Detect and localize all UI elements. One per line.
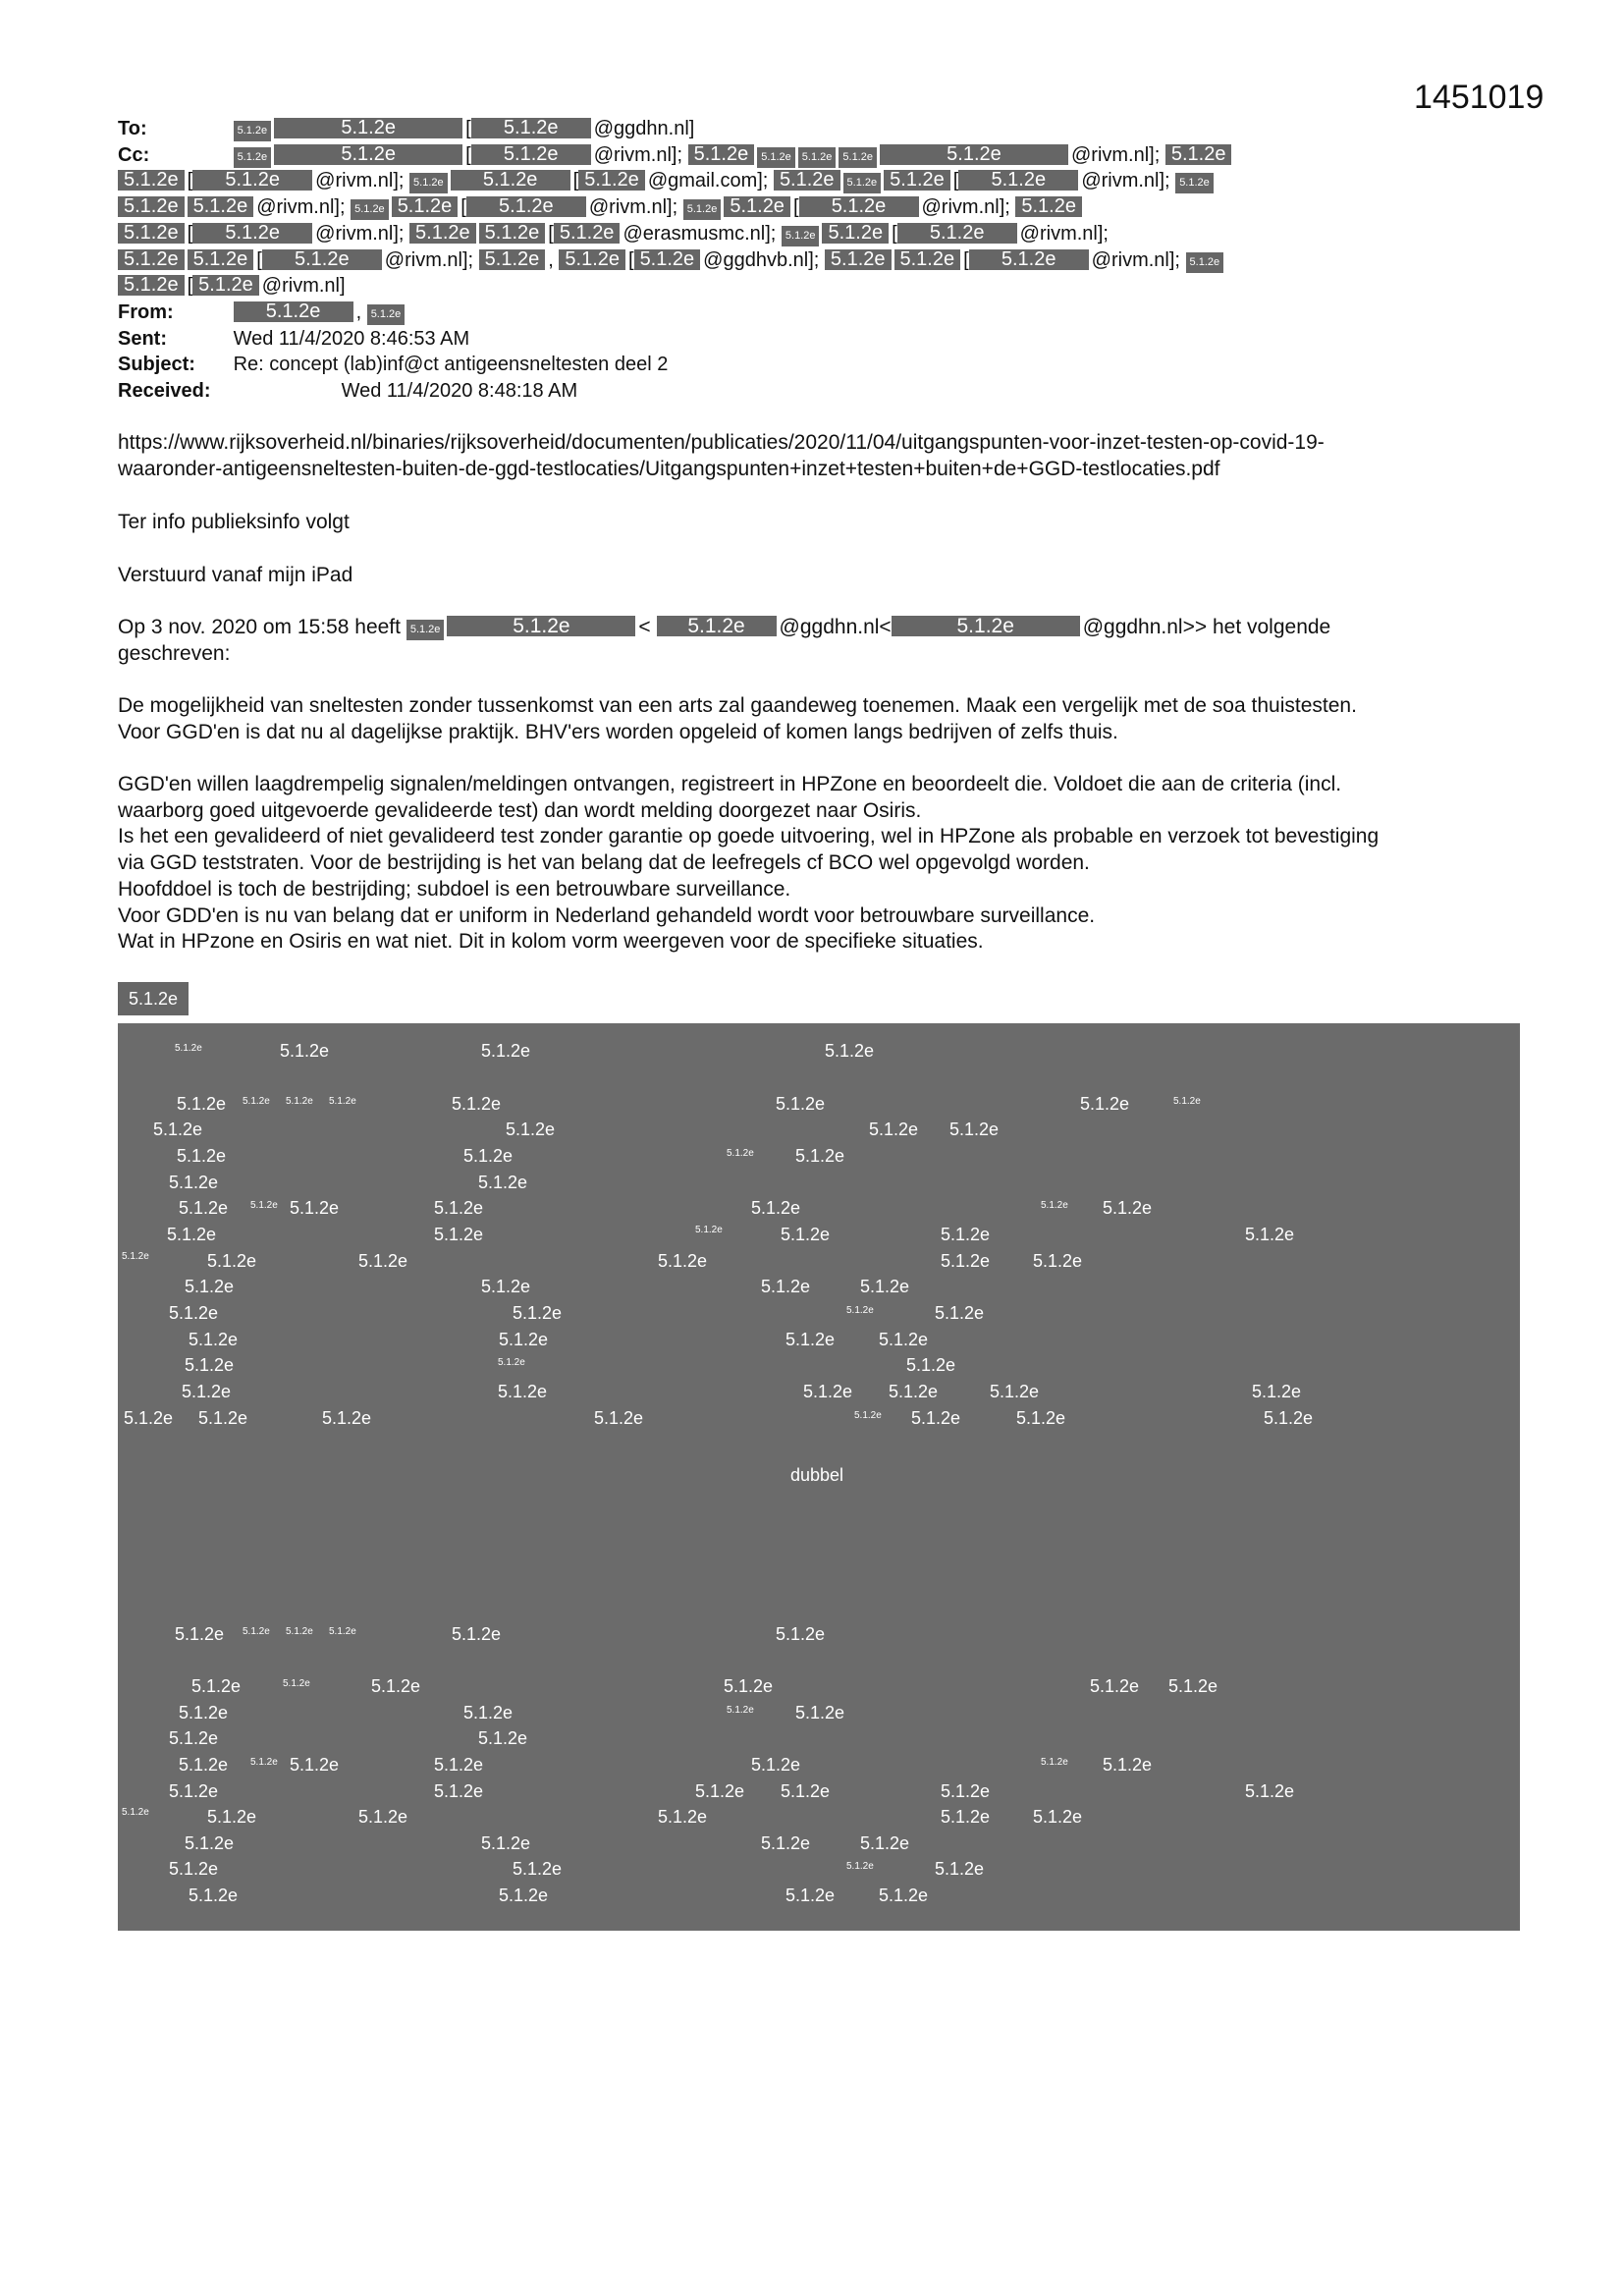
to-row [118,116,1512,142]
redaction-code: 5.1.2e [1245,1781,1295,1801]
redaction-code: 5.1.2e [243,1096,270,1107]
sent-value: Wed 11/4/2020 8:46:53 AM [233,327,470,350]
redaction-code: 5.1.2e [1033,1251,1083,1271]
redaction: 5.1.2e [447,616,635,636]
redaction: 5.1.2e [406,620,445,640]
redaction-code: 5.1.2e [481,1041,531,1061]
redaction-code: 5.1.2e [795,1703,845,1722]
redaction: 5.1.2e [118,275,185,296]
cc-label: Cc: [118,143,150,166]
redaction-code: 5.1.2e [169,1859,219,1879]
redaction: 5.1.2e [274,144,462,165]
redaction-tag: 5.1.2e [118,982,189,1015]
redacted-table-block [118,1023,1520,1931]
redaction: 5.1.2e [843,173,882,193]
redaction-code: 5.1.2e [481,1833,531,1853]
redaction-code: 5.1.2e [434,1755,484,1775]
redaction-code: 5.1.2e [179,1755,229,1775]
redaction-code: 5.1.2e [243,1626,270,1637]
bracket: [ [963,248,969,271]
redaction-code: 5.1.2e [1245,1225,1295,1244]
redaction-code: 5.1.2e [191,1676,242,1696]
from-label: From: [118,301,174,323]
redaction-code: 5.1.2e [889,1382,939,1401]
redaction-code: 5.1.2e [727,1705,754,1716]
redaction: 5.1.2e [234,147,272,168]
redaction-code: 5.1.2e [250,1200,278,1211]
redaction-code: 5.1.2e [1041,1200,1068,1211]
url-line: waaronder-antigeensneltesten-buiten-de-ggd-testlocaties/Uitgangspunten+inzet+testen+buiten+de+GGD-testlocaties.pdf [118,457,1220,480]
redaction: 5.1.2e [192,275,259,296]
redaction-code: 5.1.2e [452,1624,502,1644]
subject-value: Re: concept (lab)inf@ct antigeensneltesten deel 2 [233,354,669,376]
redaction-code: 5.1.2e [658,1807,708,1827]
redaction-code: 5.1.2e [177,1094,227,1114]
redaction-code: 5.1.2e [658,1251,708,1271]
bracket: [ [548,222,554,245]
bracket: [ [460,196,466,219]
redaction-code: 5.1.2e [513,1859,563,1879]
redaction: 5.1.2e [798,147,837,168]
redaction-code: 5.1.2e [869,1120,919,1139]
redaction: 5.1.2e [466,196,586,217]
cc-continued-row [118,221,1512,247]
redaction-code: 5.1.2e [463,1146,514,1166]
redaction-code: 5.1.2e [434,1225,484,1244]
redaction-code: 5.1.2e [478,1728,528,1748]
redaction: 5.1.2e [894,249,961,270]
redaction: 5.1.2e [969,249,1089,270]
redaction: 5.1.2e [782,226,820,246]
paragraph-line: via GGD teststraten. Voor de bestrijding is het van belang dat de leefregels cf BCO wel opgevolgd worden. [118,851,1090,875]
bracket: [ [792,196,799,219]
redaction-code: 5.1.2e [751,1198,801,1218]
url-paragraph [118,430,1532,482]
redaction-code: 5.1.2e [751,1755,801,1775]
redaction-code: 5.1.2e [935,1303,985,1323]
received-label: Received: [118,380,211,403]
redaction-code: 5.1.2e [122,1251,149,1262]
redaction: 5.1.2e [118,249,185,270]
redaction-code: 5.1.2e [250,1757,278,1768]
paragraph-line: GGD'en willen laagdrempelig signalen/meldingen ontvangen, registreert in HPZone en beoordeelt die. Voldoet die aan de criteria (incl. [118,773,1342,795]
redaction: 5.1.2e [188,249,254,270]
redaction-code: 5.1.2e [785,1886,836,1905]
redaction-code: 5.1.2e [941,1807,991,1827]
redaction: 5.1.2e [892,616,1080,636]
redaction-code: 5.1.2e [358,1807,408,1827]
email-domain: @gmail.com]; [647,170,769,192]
redaction: 5.1.2e [884,170,950,191]
paragraph-meldingen [118,772,1532,956]
redaction-code: 5.1.2e [169,1173,219,1192]
redaction-code: 5.1.2e [990,1382,1040,1401]
sent-label: Sent: [118,327,167,350]
redaction-code: 5.1.2e [434,1198,484,1218]
redaction: 5.1.2e [118,196,185,217]
bracket: [ [465,118,471,139]
redaction-code: 5.1.2e [1090,1676,1140,1696]
email-domain: @rivm.nl]; [1019,222,1109,245]
redaction: 5.1.2e [839,147,877,168]
redaction-code: 5.1.2e [513,1303,563,1323]
redaction-code: 5.1.2e [761,1277,811,1296]
received-row [118,378,1512,405]
email-domain: @rivm.nl]; [315,170,405,192]
redaction: 5.1.2e [897,223,1017,244]
redaction-code: 5.1.2e [122,1807,149,1818]
redaction-code: 5.1.2e [785,1330,836,1349]
bracket: [ [187,222,193,245]
redaction-code: 5.1.2e [182,1382,232,1401]
redaction-code: 5.1.2e [941,1781,991,1801]
redaction-code: 5.1.2e [781,1781,831,1801]
redaction-code: 5.1.2e [189,1886,239,1905]
redaction-code: 5.1.2e [286,1626,313,1637]
redaction: 5.1.2e [958,170,1078,191]
redaction-code: 5.1.2e [911,1408,961,1428]
subject-row [118,352,1512,378]
quote-intro [118,615,1532,667]
redaction-code: 5.1.2e [879,1330,929,1349]
redaction-code: 5.1.2e [1041,1757,1068,1768]
redaction: 5.1.2e [757,147,795,168]
redaction: 5.1.2e [559,249,625,270]
bracket: [ [892,222,897,245]
redaction-code: 5.1.2e [695,1225,723,1235]
redaction-code: 5.1.2e [498,1357,525,1368]
redaction: 5.1.2e [479,249,546,270]
redaction-code: 5.1.2e [207,1251,257,1271]
redaction: 5.1.2e [392,196,459,217]
cc-continued-row [118,168,1512,194]
redaction: 5.1.2e [822,223,889,244]
redaction: 5.1.2e [192,223,312,244]
email-domain: @ggdhn.nl>> het volgende [1082,616,1331,638]
redaction: 5.1.2e [471,144,591,165]
bracket: [ [572,170,579,192]
redaction-code: 5.1.2e [727,1148,754,1159]
redaction-code: 5.1.2e [329,1096,356,1107]
quote-prefix: Op 3 nov. 2020 om 15:58 heeft [118,616,401,638]
url-line: https://www.rijksoverheid.nl/binaries/rijksoverheid/documenten/publicaties/2020/11/04/uitgangspunten-voor-inzet-testen-op-covid-19- [118,431,1325,454]
redaction-code: 5.1.2e [935,1859,985,1879]
redaction-code: 5.1.2e [781,1225,831,1244]
redaction-code: 5.1.2e [776,1624,826,1644]
sent-row [118,326,1512,353]
redaction: 5.1.2e [479,223,546,244]
redaction-code: 5.1.2e [177,1146,227,1166]
bracket: [ [628,248,634,271]
redaction-code: 5.1.2e [322,1408,372,1428]
received-value: Wed 11/4/2020 8:48:18 AM [341,380,578,403]
redaction-code: 5.1.2e [153,1120,203,1139]
redaction-code: 5.1.2e [185,1277,235,1296]
cc-continued-row [118,194,1512,221]
cc-continued-row [118,273,1512,300]
redaction-code: 5.1.2e [795,1146,845,1166]
redaction-code: 5.1.2e [1173,1096,1201,1107]
redaction-code: 5.1.2e [198,1408,248,1428]
redaction-code: 5.1.2e [358,1251,408,1271]
redaction: 5.1.2e [1015,196,1082,217]
email-domain: @ggdhvb.nl]; [703,248,820,271]
redaction: 5.1.2e [724,196,790,217]
redaction: 5.1.2e [409,173,448,193]
email-header [118,116,1512,405]
redaction: 5.1.2e [683,199,722,220]
redaction: 5.1.2e [554,223,621,244]
redaction-code: 5.1.2e [185,1355,235,1375]
redaction-code: 5.1.2e [941,1225,991,1244]
redaction-code: 5.1.2e [481,1277,531,1296]
redaction: 5.1.2e [774,170,840,191]
subject-label: Subject: [118,354,195,376]
paragraph-line: Voor GGD'en is dat nu al dagelijkse praktijk. BHV'ers worden opgeleid of komen langs bedrijven of zelfs thuis. [118,720,1118,743]
email-domain: @rivm.nl]; [1070,143,1161,166]
paragraph-line: Is het een gevalideerd of niet gevalideerd test zonder garantie op goede uitvoering, wel in HPZone als probable en verzoek tot bevestiging [118,825,1380,848]
redaction-code: 5.1.2e [371,1676,421,1696]
redaction: 5.1.2e [825,249,892,270]
paragraph-line: Voor GDD'en is nu van belang dat er uniform in Nederland gehandeld wordt voor betrouwbare surveillance. [118,903,1096,927]
redaction-code: 5.1.2e [207,1807,257,1827]
redaction-code: 5.1.2e [949,1120,1000,1139]
redaction-code: 5.1.2e [169,1728,219,1748]
redaction-code: 5.1.2e [941,1251,991,1271]
redaction-code: 5.1.2e [1033,1807,1083,1827]
to-label: To: [118,118,147,139]
paragraph-line: Wat in HPzone en Osiris en wat niet. Dit in kolom vorm weergeven voor de specifieke situaties. [118,930,984,954]
redaction-code: 5.1.2e [280,1041,330,1061]
redaction-code: 5.1.2e [1103,1755,1153,1775]
email-domain: @rivm.nl]; [315,222,405,245]
redaction-code: 5.1.2e [506,1120,556,1139]
redaction-code: 5.1.2e [329,1626,356,1637]
redaction-code: 5.1.2e [1016,1408,1066,1428]
redaction: 5.1.2e [409,223,476,244]
redaction: 5.1.2e [234,301,353,322]
email-domain: @rivm.nl]; [593,143,683,166]
paragraph-line: waarborg goed uitgevoerde gevalideerde test) dan wordt melding doorgezet naar Osiris. [118,798,922,822]
redaction: 5.1.2e [799,196,919,217]
redaction-code: 5.1.2e [776,1094,826,1114]
email-domain: @rivm.nl]; [1091,248,1180,271]
redaction-code: 5.1.2e [879,1886,929,1905]
redaction-code: 5.1.2e [906,1355,956,1375]
document-number: 1451019 [1414,79,1544,116]
redaction: 5.1.2e [367,304,406,325]
redaction: 5.1.2e [262,249,382,270]
email-domain: @ggdhn.nl< [779,616,892,638]
redaction-code: 5.1.2e [179,1198,229,1218]
email-domain: @rivm.nl]; [256,196,346,219]
redaction-code: 5.1.2e [761,1833,811,1853]
email-domain: @ggdhn.nl] [593,118,695,139]
cc-continued-row [118,247,1512,274]
redaction-code: 5.1.2e [846,1305,874,1316]
redaction: 5.1.2e [1175,173,1214,193]
from-row [118,300,1512,326]
redaction: 5.1.2e [688,144,755,165]
redaction-code: 5.1.2e [1252,1382,1302,1401]
dubbel-label: dubbel [790,1465,844,1485]
redaction: 5.1.2e [1165,144,1232,165]
paragraph-line: Hoofddoel is toch de bestrijding; subdoel is een betrouwbare surveillance. [118,877,791,901]
redaction-code: 5.1.2e [499,1330,549,1349]
redaction-code: 5.1.2e [290,1198,340,1218]
email-domain: @rivm.nl]; [1081,170,1170,192]
comma: , [355,301,362,323]
redaction-code: 5.1.2e [124,1408,174,1428]
bracket: [ [952,170,959,192]
redaction-code: 5.1.2e [594,1408,644,1428]
redaction-code: 5.1.2e [695,1781,745,1801]
redaction-code: 5.1.2e [860,1277,910,1296]
redaction-code: 5.1.2e [463,1703,514,1722]
redaction-code: 5.1.2e [283,1678,310,1689]
redaction-code: 5.1.2e [179,1703,229,1722]
sent-from-ipad-line: Verstuurd vanaf mijn iPad [118,564,353,586]
email-domain: @rivm.nl]; [588,196,678,219]
email-domain: @rivm.nl]; [384,248,474,271]
bracket: [ [465,143,471,166]
redaction-code: 5.1.2e [860,1833,910,1853]
redaction: 5.1.2e [657,616,777,636]
redaction-code: 5.1.2e [498,1382,548,1401]
redaction-code: 5.1.2e [825,1041,875,1061]
redaction: 5.1.2e [192,170,312,191]
redaction-code: 5.1.2e [286,1096,313,1107]
paragraph-sneltesten [118,693,1532,745]
redaction: 5.1.2e [274,118,462,138]
redaction-code: 5.1.2e [1080,1094,1130,1114]
redaction-code: 5.1.2e [803,1382,853,1401]
ter-info-line: Ter info publieksinfo volgt [118,511,350,533]
bracket: [ [187,170,193,192]
redaction: 5.1.2e [634,249,701,270]
redaction: 5.1.2e [578,170,645,191]
redaction: 5.1.2e [234,121,272,141]
redaction-code: 5.1.2e [1103,1198,1153,1218]
redaction: 5.1.2e [118,223,185,244]
redaction-code: 5.1.2e [167,1225,217,1244]
redaction: 5.1.2e [451,170,570,191]
redaction: 5.1.2e [880,144,1068,165]
redaction: 5.1.2e [188,196,254,217]
redaction-code: 5.1.2e [1264,1408,1314,1428]
redaction: 5.1.2e [118,170,185,191]
redaction-code: 5.1.2e [169,1303,219,1323]
lt-symbol: < [638,616,651,638]
redaction-code: 5.1.2e [175,1043,202,1054]
redaction-code: 5.1.2e [478,1173,528,1192]
email-domain: @erasmusmc.nl]; [623,222,777,245]
redaction-code: 5.1.2e [175,1624,225,1644]
redaction-code: 5.1.2e [846,1861,874,1872]
redaction-code: 5.1.2e [499,1886,549,1905]
comma: , [548,248,554,271]
bracket: [ [256,248,262,271]
paragraph-line: De mogelijkheid van sneltesten zonder tussenkomst van een arts zal gaandeweg toenemen. Maak een vergelijk met de soa thuistesten. [118,694,1357,717]
redaction: 5.1.2e [1186,252,1224,273]
redaction-code: 5.1.2e [189,1330,239,1349]
redaction-code: 5.1.2e [854,1410,882,1421]
redaction-code: 5.1.2e [185,1833,235,1853]
redaction-code: 5.1.2e [1168,1676,1218,1696]
redaction-code: 5.1.2e [724,1676,774,1696]
redaction-code: 5.1.2e [290,1755,340,1775]
redaction: 5.1.2e [471,118,591,138]
quote-intro-line: geschreven: [118,641,231,665]
email-domain: @rivm.nl] [261,275,346,298]
email-domain: @rivm.nl]; [921,196,1010,219]
redaction-code: 5.1.2e [434,1781,484,1801]
redaction-code: 5.1.2e [169,1781,219,1801]
quote-intro-line [118,615,1532,641]
redaction-code: 5.1.2e [452,1094,502,1114]
redaction: 5.1.2e [351,199,389,220]
cc-row [118,142,1512,169]
bracket: [ [187,275,193,298]
